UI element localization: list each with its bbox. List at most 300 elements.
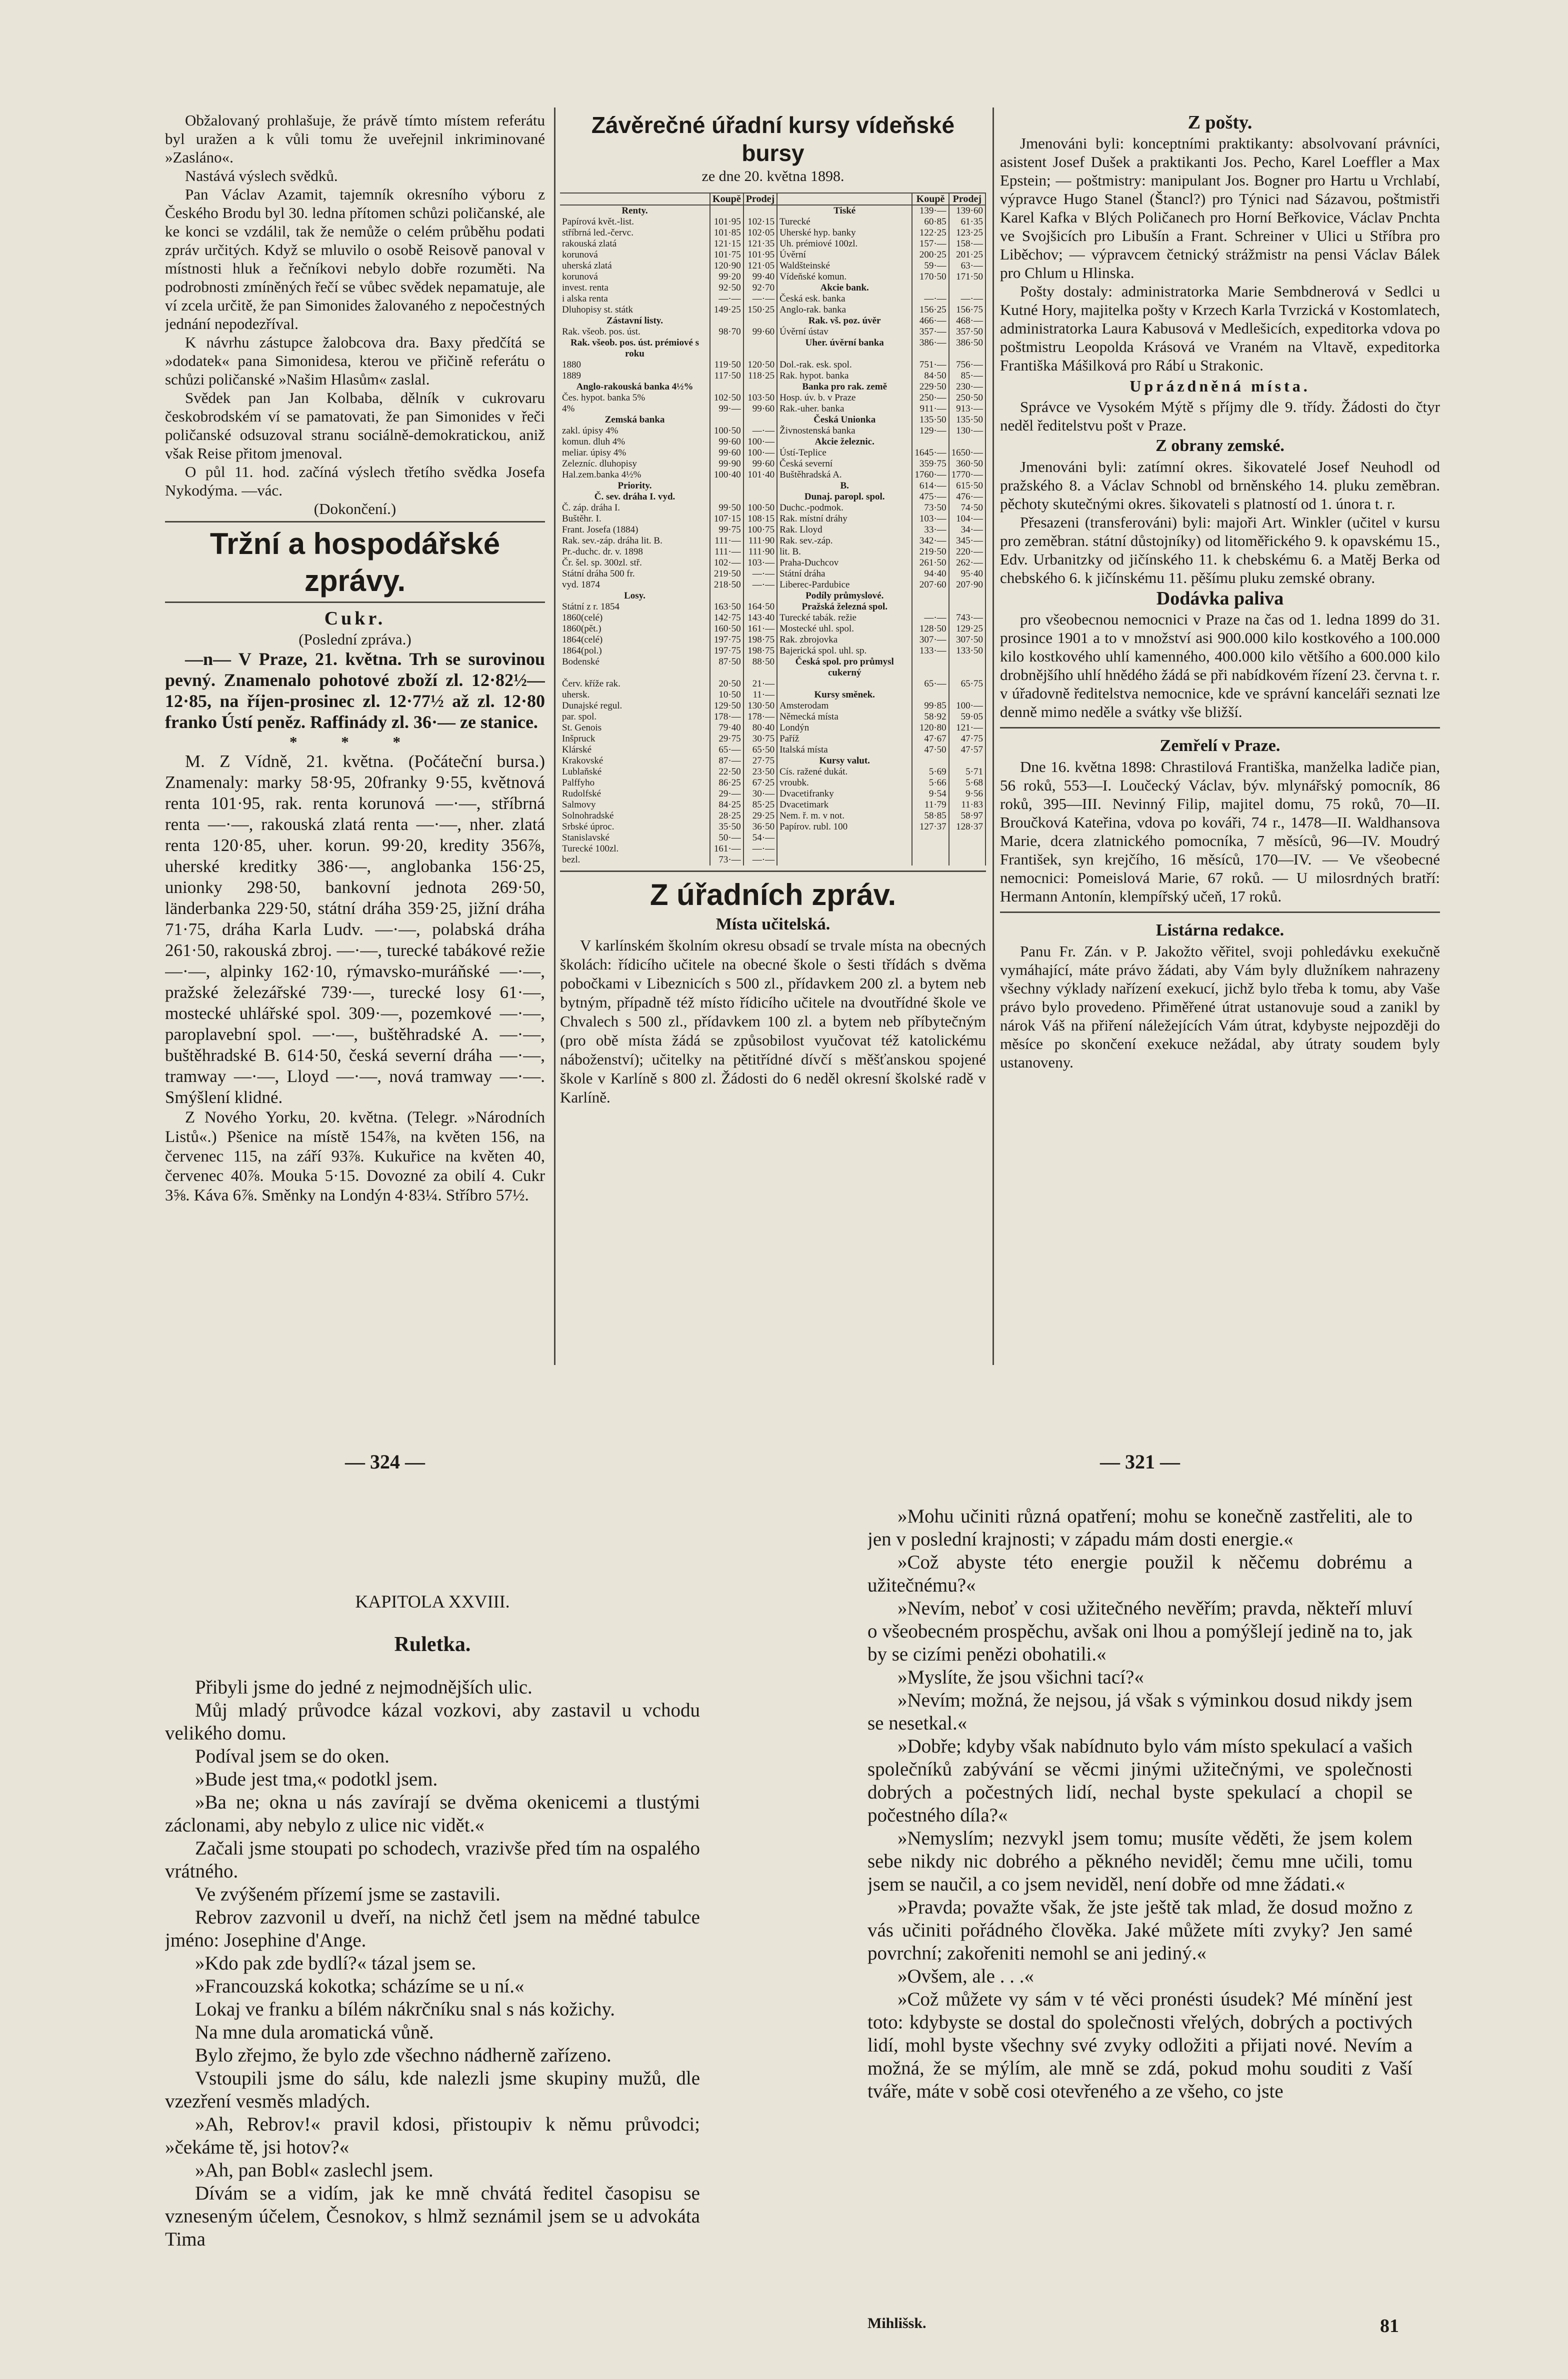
- table-cell: Uh. prémiové 100zl.: [777, 238, 912, 250]
- table-cell: Pražská železná spol.: [777, 602, 912, 612]
- table-cell: 476·—: [949, 492, 986, 502]
- table-cell: 143·40: [744, 612, 777, 624]
- table-cell: [777, 832, 912, 844]
- chapter-title: Ruletka.: [394, 1633, 471, 1656]
- table-row: [560, 546, 986, 558]
- separator-stars: * * *: [290, 733, 420, 750]
- table-cell: [710, 414, 744, 426]
- table-cell: Londýn: [777, 722, 912, 734]
- paragraph: pro všeobecnou nemocnici v Praze na čas od 1. ledna 1899 do 31. prosince 1901 a to v množství asi 900.000 kilo kostkového a 100.000 kilo kostkového uhlí kamenného, 400.000 kilo většího a 600.000 kilo drobnějšího uhlí hnědého žádá se při nabídkovém řízení 23. června t. r. v úřadovně ředitelstva nemocnice, kde ve správní kanceláři seznati lze denně mimo neděle a svátky vše bližší.: [1000, 610, 1440, 720]
- table-row: [560, 712, 986, 722]
- table-cell: 47·57: [949, 744, 986, 756]
- table-cell: 88·50: [744, 656, 777, 678]
- table-cell: Vídeňské komun.: [777, 272, 912, 282]
- table-cell: 65·—: [710, 744, 744, 756]
- table-cell: 99·60: [744, 326, 777, 338]
- table-cell: 92·70: [744, 282, 777, 294]
- table-cell: [744, 480, 777, 492]
- table-row: [560, 646, 986, 656]
- table-row: [560, 778, 986, 788]
- book-paragraph: »Ah, pan Bobl« zaslechl jsem.: [195, 2160, 434, 2181]
- table-row: [560, 810, 986, 822]
- table-cell: 475·—: [912, 492, 948, 502]
- table-cell: Tiské: [777, 205, 912, 216]
- table-cell: 911·—: [912, 404, 948, 414]
- table-cell: Rak. zbrojovka: [777, 634, 912, 646]
- table-cell: 101·95: [710, 216, 744, 228]
- paragraph: Dne 16. května 1898: Chrastilová Františka, manželka ladiče pian, 56 roků, 553—I. Loučecký Václav, býv. mlynářský pomocník, 86 roků, 395—III. Nevinný Filip, majitel domu, 75 roků, 70—II. Broučková Kateřina, vdova po kováři, 74 r., 1478—II. Waldhansova Marie, dcera zlatnického pomocníka, 7 měsíců, 96—IV. Moudrý František, syn krejčího, 16 měsíců, 170—IV. — Ve všeobecné nemocnici: Pomeislová Marie, 67 roků. — U milosrdných bratří: Hermann Antonín, klempířský učeň, 17 roků.: [1000, 758, 1440, 905]
- table-cell: 219·50: [710, 568, 744, 580]
- table-cell: 20·50: [710, 678, 744, 690]
- table-cell: 107·15: [710, 514, 744, 524]
- table-header-cell: [560, 193, 710, 205]
- table-cell: 23·50: [744, 766, 777, 778]
- table-cell: 102·50: [710, 392, 744, 404]
- table-cell: Rak. hypot. banka: [777, 370, 912, 382]
- table-cell: 756·—: [949, 360, 986, 370]
- table-cell: [710, 480, 744, 492]
- table-cell: 30·—: [744, 788, 777, 800]
- table-cell: 1650·—: [949, 448, 986, 458]
- table-cell: 128·50: [912, 624, 948, 634]
- table-cell: 22·50: [710, 766, 744, 778]
- table-cell: 1864(celé): [560, 634, 710, 646]
- table-cell: 1860(pět.): [560, 624, 710, 634]
- table-cell: 359·75: [912, 458, 948, 470]
- table-cell: Rak. Lloyd: [777, 524, 912, 536]
- table-cell: 21·—: [744, 678, 777, 690]
- divider: [1000, 912, 1440, 913]
- table-cell: Čr. šel. sp. 300zl. stř.: [560, 558, 710, 568]
- table-cell: Mostecké uhl. spol.: [777, 624, 912, 634]
- table-cell: Priority.: [560, 480, 710, 492]
- table-cell: Zástavní listy.: [560, 316, 710, 326]
- table-cell: [949, 436, 986, 448]
- page-number-right: — 321 —: [1100, 1450, 1180, 1473]
- table-cell: Kursy valut.: [777, 756, 912, 766]
- table-cell: 160·50: [710, 624, 744, 634]
- table-cell: Waldšteinské: [777, 260, 912, 272]
- table-cell: [949, 756, 986, 766]
- divider: [165, 602, 545, 603]
- table-cell: 1864(pol.): [560, 646, 710, 656]
- table-cell: meliar. úpisy 4%: [560, 448, 710, 458]
- table-cell: 35·50: [710, 822, 744, 832]
- section-title: Tržní a hospodářské zprávy.: [210, 527, 500, 598]
- table-cell: 121·—: [949, 722, 986, 734]
- book-paragraph: »Kdo pak zde bydlí?« tázal jsem se.: [195, 1952, 476, 1974]
- table-cell: 119·50: [710, 360, 744, 370]
- table-row: [560, 744, 986, 756]
- table-cell: [949, 590, 986, 602]
- book-paragraph: »Ah, Rebrov!« pravil kdosi, přistoupiv k němu průvodci; »čekáme tě, jsi hotov?«: [165, 2114, 700, 2158]
- table-cell: 102·15: [744, 216, 777, 228]
- table-cell: 54·—: [744, 832, 777, 844]
- table-cell: Hal.zem.banka 4½%: [560, 470, 710, 480]
- divider: [560, 870, 986, 872]
- table-cell: 27·75: [744, 756, 777, 766]
- table-cell: 99·—: [710, 404, 744, 414]
- footer-left: Mihlišsk.: [868, 2315, 926, 2332]
- table-cell: [710, 492, 744, 502]
- table-row: [560, 282, 986, 294]
- table-cell: 360·50: [949, 458, 986, 470]
- table-cell: 207·90: [949, 580, 986, 590]
- table-cell: bezl.: [560, 854, 710, 866]
- table-cell: 87·50: [710, 656, 744, 678]
- table-cell: 117·50: [710, 370, 744, 382]
- table-row: [560, 414, 986, 426]
- paragraph: Jmenováni byli: konceptními praktikanty: absolvovaní právníci, asistent Josef Dušek a praktikanti Jos. Pecho, Karel Loeffler a Max Epstein; — poštmistry: manipulant Jos. Bogner pro Hartu u Vrchlabí, výpravce Hugo Stanel (Štancl?) pro Týnici nad Sázavou, poštmistři Karel Kafka v Blých Poličanech pro Horní Beřkovice, Václav Pnchta ve Svojšicích pro Libušín a Frant. Schreiner v Ulici u Stříbra pro Liběchov; — výpravcem četnický strážmistr na pensi Václav Bálek pro Chlum u Hlinska.: [1000, 134, 1440, 282]
- table-cell: 11·83: [949, 800, 986, 810]
- table-cell: 468·—: [949, 316, 986, 326]
- table-cell: Duchc.-podmok.: [777, 502, 912, 514]
- table-cell: 67·25: [744, 778, 777, 788]
- table-cell: Losy.: [560, 590, 710, 602]
- paragraph: Obžalovaný prohlašuje, že právě tímto místem referátu byl uražen a k vůli tomu že uveřejnil inkriminované »Zasláno«.: [165, 112, 545, 166]
- table-cell: Palffyho: [560, 778, 710, 788]
- table-cell: 161·—: [710, 844, 744, 854]
- table-cell: [744, 338, 777, 360]
- book-paragraph: Přibyli jsme do jedné z nejmodnějších ulic.: [195, 1676, 532, 1698]
- table-cell: 342·—: [912, 536, 948, 546]
- divider: [1000, 727, 1440, 728]
- table-cell: 65·—: [912, 678, 948, 690]
- column-right: [1000, 111, 1440, 1371]
- table-cell: Krakovské: [560, 756, 710, 766]
- table-cell: 129·—: [912, 426, 948, 436]
- table-cell: 262·—: [949, 558, 986, 568]
- table-cell: 58·85: [912, 810, 948, 822]
- table-cell: 74·50: [949, 502, 986, 514]
- table-header-row: [560, 193, 986, 205]
- table-cell: 158·—: [949, 238, 986, 250]
- table-cell: [949, 844, 986, 854]
- table-cell: stříbrná led.-červc.: [560, 228, 710, 238]
- table-cell: —·—: [744, 568, 777, 580]
- table-cell: 108·15: [744, 514, 777, 524]
- table-cell: 99·40: [744, 272, 777, 282]
- table-cell: [912, 832, 948, 844]
- table-cell: 29·25: [744, 810, 777, 822]
- table-row: [560, 678, 986, 690]
- divider: [165, 521, 545, 522]
- table-cell: 111·90: [744, 536, 777, 546]
- table-cell: 11·79: [912, 800, 948, 810]
- table-cell: 104·—: [949, 514, 986, 524]
- table-cell: uherská zlatá: [560, 260, 710, 272]
- table-cell: 130·50: [744, 700, 777, 712]
- table-cell: Klárské: [560, 744, 710, 756]
- table-row: [560, 602, 986, 612]
- column-middle: [560, 111, 986, 1371]
- table-cell: [744, 316, 777, 326]
- table-cell: 95·40: [949, 568, 986, 580]
- table-cell: Pr.-duchc. dr. v. 1898: [560, 546, 710, 558]
- table-cell: [949, 854, 986, 866]
- table-cell: lit. B.: [777, 546, 912, 558]
- table-cell: 100·50: [744, 502, 777, 514]
- table-cell: 5·68: [949, 778, 986, 788]
- table-cell: 29·75: [710, 734, 744, 744]
- table-cell: 87·—: [710, 756, 744, 766]
- table-row: [560, 360, 986, 370]
- table-cell: [912, 756, 948, 766]
- table-cell: Italská místa: [777, 744, 912, 756]
- table-cell: 99·60: [710, 436, 744, 448]
- table-cell: 149·25: [710, 304, 744, 316]
- book-paragraph: »Což abyste této energie použil k něčemu dobrému a užitečnému?«: [868, 1552, 1412, 1596]
- paragraph-cukr: —n— V Praze, 21. května. Trh se surovinou pevný. Znamenalo pohotové zboží zl. 12·82½—12·85, na říjen-prosinec zl. 12·77½ až zl. 12·80 franko Ústí peněz. Raffinády zl. 36·— ze stanice.: [165, 649, 545, 732]
- table-cell: 30·75: [744, 734, 777, 744]
- table-cell: 61·35: [949, 216, 986, 228]
- book-paragraph: »Myslíte, že jsou všichni tací?«: [898, 1666, 1144, 1688]
- table-cell: 100·50: [710, 426, 744, 436]
- table-cell: 102·05: [744, 228, 777, 238]
- table-cell: 135·50: [912, 414, 948, 426]
- paragraph: Svědek pan Jan Kolbaba, dělník v cukrovaru českobrodském ví se pamatovati, že pan Simonides v řeči poličanské odsuzoval stranu sociálně-demokratickou, aniž však Reise přitom jmenoval.: [165, 389, 545, 462]
- table-cell: 357·—: [912, 326, 948, 338]
- table-subtitle: ze dne 20. května 1898.: [702, 168, 844, 184]
- table-cell: [912, 590, 948, 602]
- paragraph: V karlínském školním okresu obsadí se trvale místa na obecných školách: řídicího učitele na obecné škole o šesti třídách s dvěma pobočkami v Libeznicích s 500 zl., přídavkem 200 zl. a bytem neb bytným, případně též místo řídicího učitele na dvoutřídné škole ve Chvalech s 500 zl., přídavkem 100 zl. a bytem neb příbytečným (pro obě místa žádá se způsobilost vyučovat též katolickému náboženství); učitelky na pětitřídné dívčí s měšťanskou spojené škole v Karlíně s 800 zl. Žádosti do 6 neděl okresní školské radě v Karlíně.: [560, 936, 986, 1106]
- table-cell: 133·—: [912, 646, 948, 656]
- table-cell: [912, 436, 948, 448]
- table-cell: Dluhopisy st. státk: [560, 304, 710, 316]
- table-cell: Akcie železnic.: [777, 436, 912, 448]
- column-divider: [554, 108, 556, 1365]
- table-cell: [949, 690, 986, 700]
- table-cell: 80·40: [744, 722, 777, 734]
- table-cell: korunová: [560, 272, 710, 282]
- book-paragraph: »Bude jest tma,« podotkl jsem.: [195, 1768, 438, 1790]
- table-cell: —·—: [744, 854, 777, 866]
- table-cell: B.: [777, 480, 912, 492]
- table-cell: 345·—: [949, 536, 986, 546]
- table-cell: 34·—: [949, 524, 986, 536]
- table-cell: Buštěhradská A.: [777, 470, 912, 480]
- table-cell: 198·75: [744, 646, 777, 656]
- table-row: [560, 228, 986, 238]
- table-row: [560, 448, 986, 458]
- table-cell: Liberec-Pardubice: [777, 580, 912, 590]
- column-left: [165, 111, 545, 1371]
- table-cell: 94·40: [912, 568, 948, 580]
- table-header-cell: Prodej: [744, 193, 777, 205]
- table-cell: —·—: [949, 294, 986, 304]
- table-row: [560, 392, 986, 404]
- table-cell: 92·50: [710, 282, 744, 294]
- table-row: [560, 294, 986, 304]
- table-cell: 1645·—: [912, 448, 948, 458]
- table-cell: 135·50: [949, 414, 986, 426]
- table-cell: 60·85: [912, 216, 948, 228]
- table-cell: 614·—: [912, 480, 948, 492]
- continuation-note: (Dokončení.): [314, 500, 396, 518]
- table-row: [560, 205, 986, 216]
- paragraph-viden: M. Z Vídně, 21. května. (Počáteční bursa.) Znamenaly: marky 58·95, 20franky 9·55, květnová renta 101·95, rak. renta korunová —·—, stříbrná renta —·—, rakouská zlatá renta —·—, nher. zlatá renta 120·85, uher. korun. 99·20, kredity 356⅞, uherské kreditky 386·—, anglobanka 156·25, unionky 298·50, bankovní jednota 269·50, länderbanka 229·50, státní dráha 359·25, jižní dráha 71·75, dráha Karla Ludv. —·—, polabská dráha 261·50, rakouská zbroj. —·—, turecké tabákové režie —·—, alpinky 162·10, rýmavsko-muráňské —·—, pražské železářské 739·—, turecké losy 61·—, mostecké uhlářské spol. 309·—, pozemkové —·—, paroplavební spol. —·—, buštěhradské A. —·—, buštěhradské B. 614·50, česká severní dráha —·—, tramway —·—, Lloyd —·—, nová tramway —·—. Smýšlení klidné.: [165, 752, 545, 1107]
- table-cell: Úvěrní ústav: [777, 326, 912, 338]
- table-header-cell: [777, 193, 912, 205]
- table-row: [560, 558, 986, 568]
- table-row: [560, 250, 986, 260]
- table-cell: 1770·—: [949, 470, 986, 480]
- table-cell: Česká spol. pro průmysl cukerný: [777, 656, 912, 678]
- table-cell: uhersk.: [560, 690, 710, 700]
- book-paragraph: Rebrov zazvonil u dveří, na nichž četl jsem na mědné tabulce jméno: Josephine d'Ange.: [165, 1906, 700, 1951]
- table-cell: 743·—: [949, 612, 986, 624]
- table-cell: 178·—: [744, 712, 777, 722]
- table-cell: Č. záp. dráha I.: [560, 502, 710, 514]
- stock-table: [560, 192, 986, 866]
- table-cell: 307·—: [912, 634, 948, 646]
- table-cell: Paříž: [777, 734, 912, 744]
- table-cell: 5·71: [949, 766, 986, 778]
- table-cell: Renty.: [560, 205, 710, 216]
- table-cell: [744, 382, 777, 392]
- subsection-title: Z pošty.: [1188, 112, 1252, 133]
- book-paragraph: Ve zvýšeném přízemí jsme se zastavili.: [195, 1884, 500, 1905]
- table-row: [560, 426, 986, 436]
- page-number-left: — 324 —: [345, 1450, 425, 1473]
- table-cell: Turecké: [777, 216, 912, 228]
- table-cell: 111·—: [710, 536, 744, 546]
- table-cell: 163·50: [710, 602, 744, 612]
- table-cell: Č. sev. dráha I. vyd.: [560, 492, 710, 502]
- paragraph: Nastává výslech svědků.: [185, 167, 338, 184]
- table-cell: 50·—: [710, 832, 744, 844]
- subsection-title: Místa učitelská.: [716, 915, 830, 934]
- table-cell: 250·—: [912, 392, 948, 404]
- table-cell: Podíly průmyslové.: [777, 590, 912, 602]
- table-cell: 129·25: [949, 624, 986, 634]
- table-cell: Nem. ř. m. v not.: [777, 810, 912, 822]
- paragraph: Jmenováni byli: zatímní okres. šikovatelé Josef Neuhodl od pražského 8. a Václav Schnobl od brněnského 14. pluku zeměbran. pěchoty skutečnými okres. šikovateli s platností od 1. února t. r.: [1000, 458, 1440, 512]
- table-cell: —·—: [744, 294, 777, 304]
- table-cell: 36·50: [744, 822, 777, 832]
- table-cell: [912, 602, 948, 612]
- table-row: [560, 492, 986, 502]
- table-cell: Uher. úvěrní banka: [777, 338, 912, 360]
- subsection-title: Z obrany zemské.: [1156, 436, 1284, 455]
- book-paragraph: »Pravda; považte však, že jste ještě tak mlad, že dosud možno z vás učiniti pořádného člověka. Jaké můžete míti zvyky? Jen samé povrchní; zakořeniti nemohl se ani jediný.«: [868, 1896, 1412, 1964]
- table-cell: 219·50: [912, 546, 948, 558]
- table-cell: Solnohradské: [560, 810, 710, 822]
- table-cell: Dol.-rak. esk. spol.: [777, 360, 912, 370]
- table-cell: Čes. hypot. banka 5%: [560, 392, 710, 404]
- table-cell: Rak. sev.-záp. dráha lit. B.: [560, 536, 710, 546]
- table-cell: 99·60: [744, 404, 777, 414]
- table-cell: 99·60: [710, 448, 744, 458]
- table-row: [560, 734, 986, 744]
- table-cell: Dunaj. paropl. spol.: [777, 492, 912, 502]
- table-cell: Akcie bank.: [777, 282, 912, 294]
- table-cell: Německá místa: [777, 712, 912, 722]
- column-divider: [992, 108, 994, 1365]
- table-cell: 171·50: [949, 272, 986, 282]
- table-row: [560, 304, 986, 316]
- table-cell: Rak. vš. poz. úvěr: [777, 316, 912, 326]
- table-cell: [710, 316, 744, 326]
- table-cell: [949, 282, 986, 294]
- table-row: [560, 238, 986, 250]
- table-cell: [949, 832, 986, 844]
- table-row: [560, 822, 986, 832]
- table-header-cell: Koupě: [710, 193, 744, 205]
- left-text: [165, 1676, 700, 2251]
- table-cell: Papírov. rubl. 100: [777, 822, 912, 832]
- table-cell: [744, 590, 777, 602]
- table-cell: St. Genois: [560, 722, 710, 734]
- book-page-left: [165, 1590, 700, 2305]
- table-cell: vyd. 1874: [560, 580, 710, 590]
- subsection-title: Listárna redakce.: [1156, 921, 1284, 940]
- table-cell: [777, 854, 912, 866]
- table-cell: [912, 854, 948, 866]
- table-cell: invest. renta: [560, 282, 710, 294]
- table-cell: 103·50: [744, 392, 777, 404]
- table-cell: 157·—: [912, 238, 948, 250]
- table-cell: 99·90: [710, 458, 744, 470]
- table-cell: —·—: [744, 426, 777, 436]
- book-paragraph: Vstoupili jsme do sálu, kde nalezli jsme skupiny mužů, dle vzezření vesměs mladých.: [165, 2068, 700, 2112]
- paragraph: O půl 11. hod. začíná výslech třetího svědka Josefa Nykodýma. —vác.: [165, 463, 545, 499]
- table-cell: Červ. kříže rak.: [560, 678, 710, 690]
- book-paragraph: »Ba ne; okna u nás zavírají se dvěma okenicemi a tlustými záclonami, aby nebylo z ulice nic vidět.«: [165, 1792, 700, 1836]
- table-cell: 5·69: [912, 766, 948, 778]
- book-paragraph: »Nevím; možná, že nejsou, já však s výminkou dosud nikdy jsem se nesetkal.«: [868, 1690, 1412, 1734]
- table-cell: zakl. úpisy 4%: [560, 426, 710, 436]
- table-cell: 178·—: [710, 712, 744, 722]
- table-row: [560, 756, 986, 766]
- table-cell: 127·37: [912, 822, 948, 832]
- table-cell: —·—: [710, 294, 744, 304]
- table-cell: Amsterodam: [777, 700, 912, 712]
- table-row: [560, 722, 986, 734]
- table-cell: 100·—: [949, 700, 986, 712]
- table-cell: 102·—: [710, 558, 744, 568]
- table-cell: 128·37: [949, 822, 986, 832]
- table-cell: 111·90: [744, 546, 777, 558]
- table-cell: 5·66: [912, 778, 948, 788]
- table-cell: Kursy směnek.: [777, 690, 912, 700]
- table-cell: 73·—: [710, 854, 744, 866]
- table-cell: Anglo-rakouská banka 4½%: [560, 382, 710, 392]
- table-cell: 99·20: [710, 272, 744, 282]
- table-title: Závěrečné úřadní kursy vídeňské bursy: [591, 112, 955, 166]
- table-cell: 101·95: [744, 250, 777, 260]
- table-cell: rakouská zlatá: [560, 238, 710, 250]
- paragraph-newyork: Z Nového Yorku, 20. května. (Telegr. »Národních Listů«.) Pšenice na místě 154⅞, na květen 156, na červenec 115, na září 93⅞. Kukuřice na květen 40, červenec 40⅞. Mouka 5·15. Dovozné za obilí 4. Cukr 3⅝. Káva 6⅞. Směnky na Londýn 4·83¼. Stříbro 57½.: [165, 1108, 545, 1204]
- table-row: [560, 800, 986, 810]
- table-cell: Frant. Josefa (1884): [560, 524, 710, 536]
- table-cell: 386·—: [912, 338, 948, 360]
- table-cell: Rak. sev.-záp.: [777, 536, 912, 546]
- right-text: [868, 1505, 1412, 2103]
- table-cell: [744, 492, 777, 502]
- paragraph: Panu Fr. Zán. v P. Jakožto věřitel, svoji pohledávku exekučně vymáhající, máte právo žádati, aby Vám byly dlužníkem nahrazeny všechny výklady nařízení exekucí, jichž bylo třeba k tomu, aby Vaše právo bylo provedeno. Přiměřené útrat ustanovuje soud a zanikl by nárok Váš na přiření náležejících Vám útrat, kdybyste nejpozději do měsíce po skončení exekuce nežádal, aby útraty soudem byly ustanoveny.: [1000, 942, 1440, 1071]
- table-cell: 100·40: [710, 470, 744, 480]
- table-row: [560, 766, 986, 778]
- table-cell: 121·15: [710, 238, 744, 250]
- table-cell: 751·—: [912, 360, 948, 370]
- table-cell: [710, 590, 744, 602]
- table-cell: 121·05: [744, 260, 777, 272]
- table-cell: 98·70: [710, 326, 744, 338]
- table-cell: 197·75: [710, 634, 744, 646]
- table-row: [560, 536, 986, 546]
- book-paragraph: Začali jsme stoupati po schodech, vrazivše před tím na ospalého vrátného.: [165, 1838, 700, 1882]
